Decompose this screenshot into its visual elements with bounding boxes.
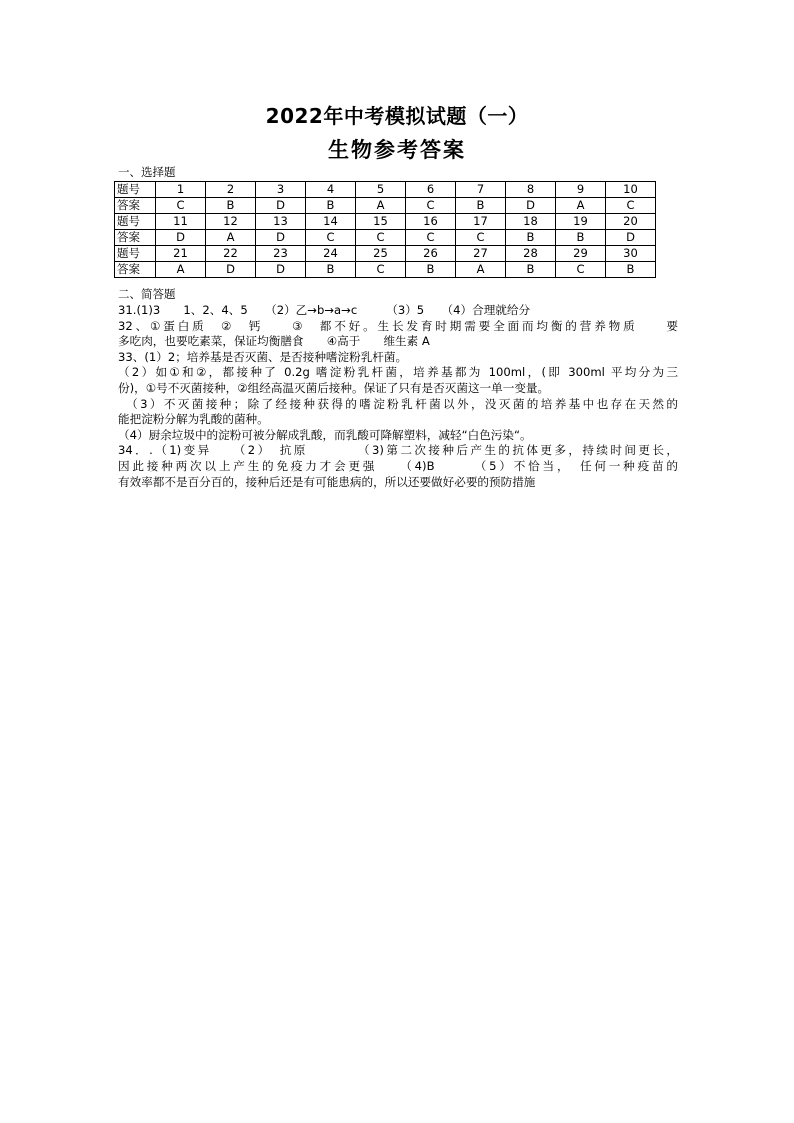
section-short-answer-heading: 二、简答题 [118, 287, 176, 301]
answer-table-row [115, 182, 656, 198]
answer-table-cell: D [506, 198, 556, 214]
answer-table-cell: 3 [256, 182, 306, 198]
answer-table-cell: 22 [206, 246, 256, 262]
answer-table-cell: C [156, 198, 206, 214]
answer-line-34b: 因此接种两次以上产生的免疫力才会更强 （4)B （5）不恰当， 任何一种疫苗的 [118, 458, 678, 473]
answer-table-cell: B [456, 198, 506, 214]
answer-table-cell: 4 [306, 182, 356, 198]
answer-table-cell: 6 [406, 182, 456, 198]
answer-table-row [115, 198, 656, 214]
answer-table-cell: 9 [556, 182, 606, 198]
answer-line-34c: 有效率都不是百分百的，接种后还是有可能患病的，所以还要做好必要的预防措施 [118, 474, 536, 489]
answer-table-cell: D [206, 262, 256, 278]
answer-table-cell: 29 [556, 246, 606, 262]
answer-table-cell: B [306, 198, 356, 214]
answer-table-cell: 30 [606, 246, 656, 262]
answer-line-32a: 32、①蛋白质 ② 钙 ③ 都不好。生长发育时期需要全面而均衡的营养物质 要 [118, 318, 678, 333]
answer-table-cell: 24 [306, 246, 356, 262]
answer-table-cell: B [506, 262, 556, 278]
answer-table-row [115, 214, 656, 230]
answer-table-cell: D [256, 262, 306, 278]
answer-table-cell: 2 [206, 182, 256, 198]
answer-table-cell: A [556, 198, 606, 214]
answer-table-cell: 27 [456, 246, 506, 262]
answer-table-row-head: 答案 [115, 262, 156, 278]
answer-table-row-head: 题号 [115, 246, 156, 262]
answer-table-cell: D [606, 230, 656, 246]
answer-line-34a: 34．.（1)变异 （2） 抗原 （3)第二次接种后产生的抗体更多，持续时间更长， [118, 443, 678, 458]
answer-line-33-1: 33、(1）2；培养基是否灭菌、是否接种嗜淀粉乳杆菌。 [118, 349, 408, 364]
answer-line-32b: 多吃肉，也要吃素菜，保证均衡膳食 ④高于 维生素 A [118, 334, 430, 349]
answer-table-cell: 18 [506, 214, 556, 230]
answer-table-cell: C [606, 198, 656, 214]
answer-table-cell: B [606, 262, 656, 278]
answer-key-subtitle: 生物参考答案 [328, 138, 466, 162]
answer-table-cell: 5 [356, 182, 406, 198]
answer-line-33-3a: （3）不灭菌接种；除了经接种获得的嗜淀粉乳杆菌以外，没灭菌的培养基中也存在天然的 [118, 396, 678, 411]
answer-table-row-head: 题号 [115, 182, 156, 198]
answer-table-cell: 25 [356, 246, 406, 262]
answer-table-row [115, 230, 656, 246]
answer-table-cell: B [506, 230, 556, 246]
exam-title: 2022年中考模拟试题（一） [265, 104, 529, 128]
answer-line-33-3b: 能把淀粉分解为乳酸的菌种。 [118, 412, 269, 427]
answer-table-cell: 11 [156, 214, 206, 230]
answer-table-cell: D [156, 230, 206, 246]
section-multiple-choice-heading: 一、选择题 [118, 165, 176, 179]
answer-table-cell: 19 [556, 214, 606, 230]
answer-table-cell: C [356, 262, 406, 278]
answer-table-cell: C [356, 230, 406, 246]
short-answer-body [118, 303, 678, 490]
answer-table-cell: 10 [606, 182, 656, 198]
answer-line-33-4: （4）厨余垃圾中的淀粉可被分解成乳酸，而乳酸可降解塑料，减轻“白色污染“。 [118, 427, 532, 442]
answer-line-33-2b: 份)，①号不灭菌接种，②组经高温灭菌后接种。保证了只有是否灭菌这一单一变量。 [118, 380, 550, 395]
answer-table-row-head: 题号 [115, 214, 156, 230]
answer-table-row-head: 答案 [115, 198, 156, 214]
answer-table-cell: 26 [406, 246, 456, 262]
answer-table-cell: A [156, 262, 206, 278]
answer-table-cell: 7 [456, 182, 506, 198]
answer-table-row [115, 262, 656, 278]
answer-table-cell: 13 [256, 214, 306, 230]
answer-table-cell: C [306, 230, 356, 246]
answer-table-cell: 15 [356, 214, 406, 230]
answer-table-cell: 8 [506, 182, 556, 198]
answer-table-cell: C [556, 262, 606, 278]
answer-line-31: 31.(1)3 1、2、4、5 （2）乙→b→a→c （3）5 （4）合理就给分 [118, 303, 531, 317]
answer-table-cell: A [206, 230, 256, 246]
answer-table-cell: 17 [456, 214, 506, 230]
answer-table-row-head: 答案 [115, 230, 156, 246]
answer-table-cell: C [406, 198, 456, 214]
answer-table-cell: D [256, 230, 306, 246]
answer-table [114, 181, 656, 278]
answer-table-cell: B [556, 230, 606, 246]
answer-table-cell: C [406, 230, 456, 246]
answer-table-cell: 12 [206, 214, 256, 230]
answer-table-cell: A [456, 262, 506, 278]
answer-table-cell: 20 [606, 214, 656, 230]
answer-table-cell: B [406, 262, 456, 278]
answer-table-cell: B [206, 198, 256, 214]
answer-line-33-2a: （2）如①和②，都接种了 0.2g 嗜淀粉乳杆菌，培养基都为 100ml，(即 300ml 平均分为三 [118, 365, 678, 380]
answer-table-cell: A [356, 198, 406, 214]
answer-table-cell: 28 [506, 246, 556, 262]
answer-table-row [115, 246, 656, 262]
answer-table-cell: D [256, 198, 306, 214]
answer-table-cell: 23 [256, 246, 306, 262]
answer-table-cell: C [456, 230, 506, 246]
answer-table-cell: B [306, 262, 356, 278]
answer-table-cell: 14 [306, 214, 356, 230]
answer-table-cell: 16 [406, 214, 456, 230]
answer-table-cell: 21 [156, 246, 206, 262]
answer-table-cell: 1 [156, 182, 206, 198]
